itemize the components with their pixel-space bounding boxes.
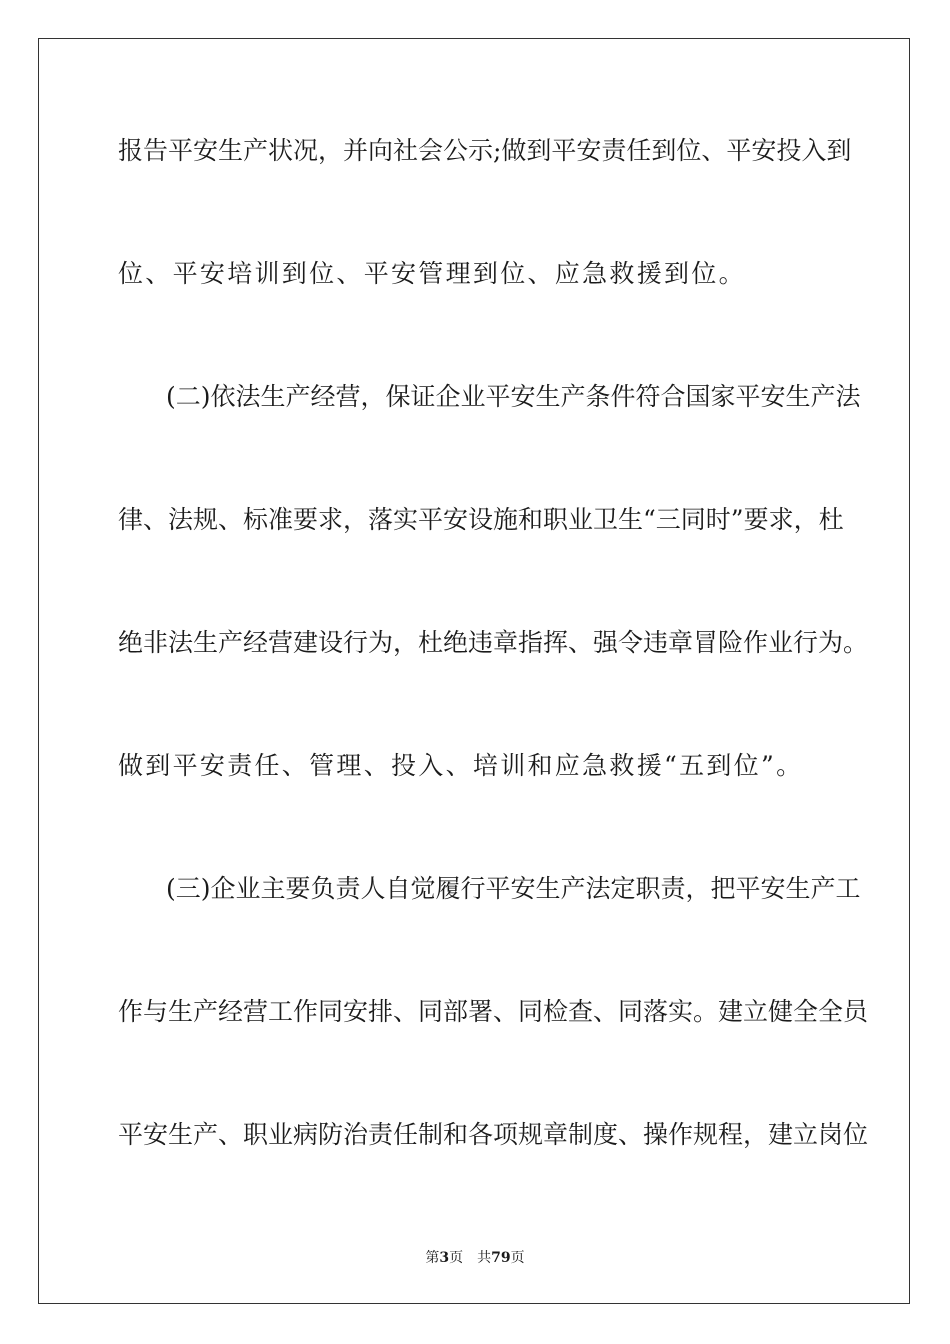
- body-line-1: 报告平安生产状况，并向社会公示;做到平安责任到位、平安投入到: [118, 136, 852, 165]
- body-line-8: 作与生产经营工作同安排、同部署、同检查、同落实。建立健全全员: [118, 997, 869, 1026]
- body-line-9: 平安生产、职业病防治责任制和各项规章制度、操作规程，建立岗位: [118, 1120, 869, 1149]
- page-prefix: 第: [425, 1250, 440, 1266]
- body-line-3: (二)依法生产经营，保证企业平安生产条件符合国家平安生产法: [166, 382, 861, 411]
- body-line-4: 律、法规、标准要求，落实平安设施和职业卫生“三同时”要求，杜: [118, 505, 844, 534]
- total-prefix: 共: [477, 1250, 492, 1266]
- total-pages: 79: [491, 1250, 511, 1266]
- page-footer: [0, 1247, 950, 1267]
- body-line-6: 做到平安责任、管理、投入、培训和应急救援“五到位”。: [118, 751, 804, 780]
- body-line-2: 位、平安培训到位、平安管理到位、应急救援到位。: [118, 259, 746, 288]
- body-line-5: 绝非法生产经营建设行为，杜绝违章指挥、强令违章冒险作业行为。: [118, 628, 869, 657]
- page-border: [38, 38, 910, 1304]
- total-suffix: 页: [510, 1250, 525, 1266]
- body-line-7: (三)企业主要负责人自觉履行平安生产法定职责，把平安生产工: [166, 874, 861, 903]
- page-current: 3: [439, 1250, 450, 1266]
- page-suffix: 页: [449, 1250, 464, 1266]
